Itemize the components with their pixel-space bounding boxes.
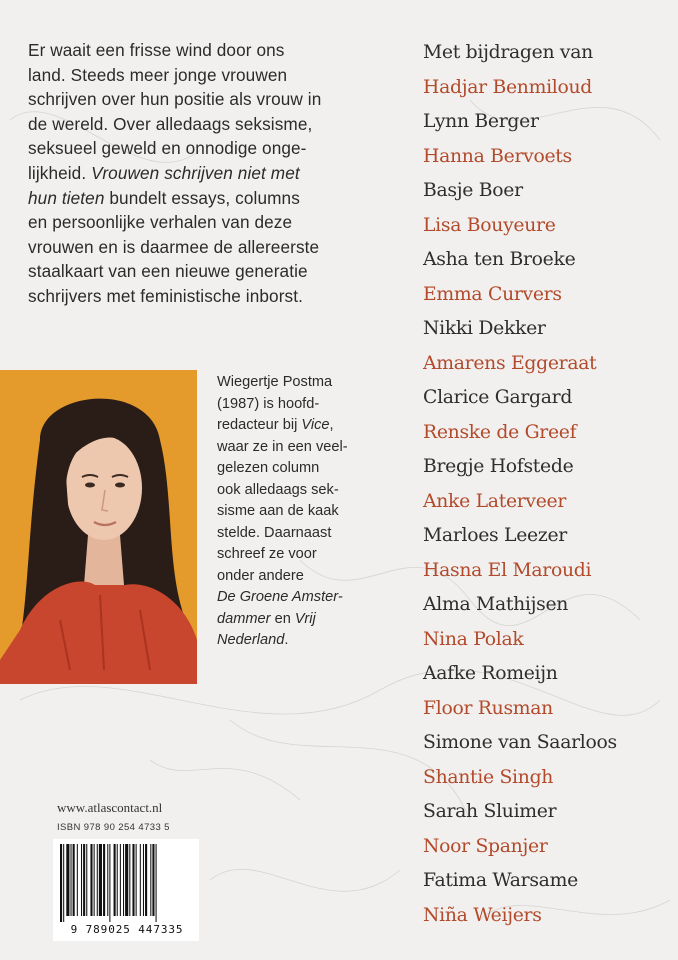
blurb-line (28, 161, 388, 186)
barcode-digits: 9 789025 447335 (70, 923, 184, 936)
barcode-bar (140, 844, 141, 916)
bio-line: gelezen column (217, 460, 320, 476)
barcode-bar (145, 844, 147, 916)
blurb-line: schrijvers met feministische inborst. (28, 285, 303, 306)
barcode-bar (103, 844, 105, 916)
contributor-name: Asha ten Broeke (423, 249, 576, 270)
barcode-bar (90, 844, 92, 916)
barcode-bar (117, 844, 118, 916)
contributor-name: Sarah Sluimer (423, 801, 557, 822)
contributor-name: Lynn Berger (423, 111, 539, 132)
bio-line (217, 587, 402, 609)
publication-italic: dammer (217, 610, 271, 627)
barcode-bar (60, 844, 62, 922)
blurb-line: seksueel geweld en onnodige onge- (28, 138, 307, 159)
bio-line (217, 415, 402, 437)
contributor-name: Marloes Leezer (423, 525, 567, 546)
contributor-name: Amarens Eggeraat (423, 352, 597, 374)
bio-line (217, 609, 402, 631)
barcode-bar (120, 844, 121, 916)
barcode-bar (77, 844, 78, 916)
contributor-name: Hasna El Maroudi (423, 559, 592, 581)
barcode-icon (58, 844, 194, 922)
barcode-bar (143, 844, 144, 916)
contributor-name: Noor Spanjer (423, 835, 548, 857)
barcode-bar (123, 844, 124, 916)
publication-italic: De Groene Amster- (217, 589, 343, 605)
blurb-line (28, 186, 388, 211)
publication-italic: Vice (301, 417, 330, 433)
bio-line: schreef ze voor (217, 546, 317, 562)
barcode-bar (129, 844, 130, 916)
contributor-name: Alma Mathijsen (423, 594, 569, 615)
barcode-bar (136, 844, 137, 916)
bio-line: (1987) is hoofd- (217, 395, 320, 412)
barcode (53, 839, 199, 941)
blurb-line: Er waait een frisse wind door ons (28, 40, 285, 60)
contributor-name: Bregje Hofstede (423, 456, 574, 477)
contributor-name: Nina Polak (423, 628, 524, 650)
contributor-name: Fatima Warsame (423, 870, 578, 891)
contributor-name: Emma Curvers (423, 283, 562, 305)
barcode-bar (150, 844, 151, 916)
contributor-name: Hanna Bervoets (423, 145, 572, 167)
book-title-italic: Vrouwen schrijven niet met (91, 162, 300, 183)
contributors-list (423, 36, 678, 933)
barcode-bar (152, 844, 154, 916)
barcode-bar (63, 844, 64, 922)
bio-line: Wiegertje Postma (217, 374, 333, 390)
barcode-bar (81, 844, 82, 916)
bio-text: . (284, 632, 289, 648)
bio-line: onder andere (217, 567, 304, 584)
blurb-line: land. Steeds meer jonge vrouwen (28, 64, 288, 85)
blurb-line: de wereld. Over alledaags seksisme, (28, 113, 313, 134)
contributor-name: Hadjar Benmiloud (423, 76, 593, 98)
publication-italic: Nederland (217, 632, 285, 648)
blurb-line: vrouwen en is daarmee de allereerste (28, 236, 320, 257)
bio-line: ook alledaags sek- (217, 481, 339, 498)
barcode-bar (109, 844, 110, 922)
blurb-text: lijkheid. (28, 162, 92, 183)
contributor-name: Anke Laterveer (423, 490, 567, 512)
barcode-bar (86, 844, 87, 916)
barcode-bar (97, 844, 98, 916)
barcode-bar (66, 844, 69, 916)
isbn-text: ISBN 978 90 254 4733 5 (57, 822, 170, 833)
contributor-name: Niña Weijers (423, 904, 542, 926)
contributor-name: Aafke Romeijn (423, 663, 558, 684)
barcode-bar (83, 844, 85, 916)
contributor-name: Basje Boer (423, 180, 523, 201)
publisher-url: www.atlascontact.nl (57, 800, 163, 815)
bio-text: redacteur bij (217, 417, 302, 433)
contributor-name: Lisa Bouyeure (423, 214, 556, 236)
bio-line (217, 630, 402, 652)
barcode-bar (73, 844, 75, 916)
bio-line: waar ze in een veel- (217, 438, 348, 455)
contributor-name: Nikki Dekker (423, 318, 546, 339)
book-title-italic: hun tieten (28, 187, 105, 208)
barcode-bar (99, 844, 102, 916)
barcode-bar (132, 844, 134, 916)
contributor-name: Renske de Greef (423, 421, 577, 443)
back-cover-blurb (28, 38, 388, 309)
barcode-bar (125, 844, 128, 916)
barcode-bar (156, 844, 157, 922)
contributor-name: Clarice Gargard (423, 387, 573, 408)
contributors-heading: Met bijdragen van (423, 42, 593, 63)
bio-line: sisme aan de kaak (217, 503, 339, 519)
blurb-line: schrijven over hun positie als vrouw in (28, 89, 322, 110)
barcode-bar (114, 844, 116, 916)
barcode-bar (94, 844, 95, 916)
blurb-line: staalkaart van een nieuwe generatie (28, 261, 308, 282)
barcode-bar (107, 844, 108, 916)
contributor-name: Floor Rusman (423, 697, 553, 719)
author-bio (217, 372, 402, 652)
blurb-line: en persoonlijke verhalen van deze (28, 212, 293, 233)
blurb-text: bundelt essays, columns (104, 187, 300, 208)
contributor-name: Shantie Singh (423, 766, 554, 788)
publication-italic: Vrij (294, 610, 316, 627)
barcode-bar (71, 844, 72, 916)
author-photo (0, 370, 197, 684)
bio-text: en (270, 610, 295, 627)
contributor-name: Simone van Saarloos (423, 732, 617, 753)
bio-line: stelde. Daarnaast (217, 524, 332, 541)
author-portrait-icon (0, 370, 197, 684)
bio-text: , (329, 417, 334, 433)
